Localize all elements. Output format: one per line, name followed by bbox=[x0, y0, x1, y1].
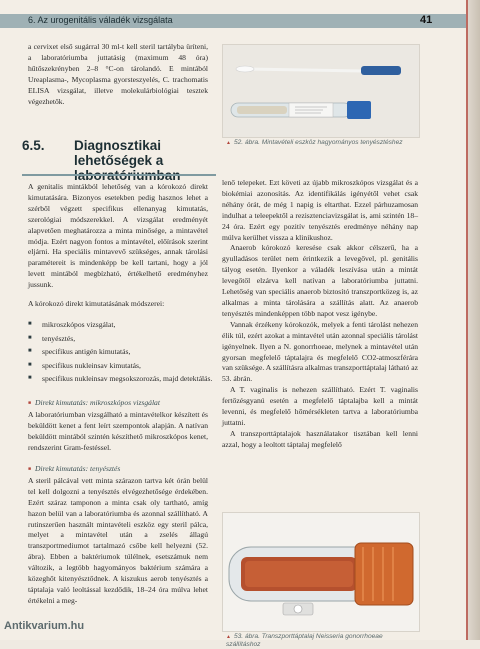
col2-paragraph-3: Vannak érzékeny kórokozók, melyek a fenti tárolást nehezen élik túl, ezért azokat a mintavétel után azonnal speciális tárolást igényelnek. Ilyen a N. gonorrhoeae, melynek a mintavétel után gyorsan megfelelő táptalajra és megfelelő CO2-atmoszférára van szüksége. A szállításra alkalmas transzporttáptalaj látható az 53. ábrán. bbox=[222, 319, 418, 384]
list-item: ■ specifikus nukleinsav kimutatás, bbox=[28, 359, 213, 373]
list-item: ■ specifikus nukleinsav megsokszorozás, majd detektálás. bbox=[28, 372, 213, 386]
header-section: 6. Az urogenitális váladék vizsgálata bbox=[28, 15, 173, 25]
col2-block bbox=[222, 178, 418, 451]
col1-sub1-block bbox=[28, 398, 208, 454]
figure-52-caption: ▲ 52. ábra. Mintavételi eszköz hagyományos tenyésztéshez bbox=[226, 139, 416, 147]
list-item: ■ specifikus antigén kimutatás, bbox=[28, 345, 213, 359]
transport-tube-illustration bbox=[223, 513, 419, 631]
col2-paragraph-4: A T. vaginalis is nehezen szállítható. Ezért T. vaginalis fertőzésgyanú esetén a megfelelő táptalajba kell a mintát levenni, és megfelelő hőmérsékleten tartva a laboratóriumba juttatni. bbox=[222, 385, 418, 427]
page-number: 41 bbox=[420, 14, 433, 26]
col2-paragraph-2: Anaerob kórokozó keresése csak akkor célszerű, ha a gyulladásos terület nem érintkezik a levegővel, pl. genitális tályog esetén. Ilyenkor a váladék leszívása után a mintát levegőtől elzárva kell natívan a laboratóriumba juttatni. Lehetőség van speciális anaerob biztosító transzportközeg is, az alkalmas a minta tárolására a szállítás alatt. Az anaerob tenyésztés mindenképpen több napot vesz igénybe. bbox=[222, 243, 418, 318]
list-item: ■ mikroszkópos vizsgálat, bbox=[28, 318, 213, 332]
section-title: Diagnosztikai lehetőségek a bbox=[74, 138, 164, 168]
col1-intro-block bbox=[28, 182, 208, 310]
figure-53-transport-medium-photo bbox=[222, 512, 420, 632]
col2-paragraph-5: A transzporttáptalajok használatakor tisztában kell lenni azzal, hogy a leoltott táptalaj megfelelő bbox=[222, 428, 418, 449]
methods-intro: A kórokozó direkt kimutatásának módszerei: bbox=[28, 299, 165, 309]
site-watermark: Antikvarium.hu bbox=[4, 620, 85, 632]
margin-line bbox=[466, 0, 468, 640]
col1-sub1-paragraph: A laboratóriumban vizsgálható a mintavételkor készített és beküldött kenet a fent leírt szempontok alapján. A natívan beküldött mintából szintén készíthető mikroszkópos kenet, rendszerint Gram-festéssel. bbox=[28, 409, 208, 452]
col2-paragraph-1: lenő telepeket. Ezt követi az újabb mikroszkópos vizsgálat és a biokémiai azonosítás. Az identifikálás igényétől vehet csak néhány órát, de még 1 napig is eltarthat. Ezzel párhuzamosan indulhat a teleepektől a rezisztenciavizsgálat is, ami szintén 18–24 óra. Ezért egy pozitív tenyésztés eredménye néhány nap múlva kerülhet vissza a klinikushoz. bbox=[222, 178, 418, 242]
methods-list bbox=[28, 318, 213, 386]
section-divider bbox=[22, 174, 216, 176]
figure-53-caption: ▲ 53. ábra. Transzporttáptalaj Neisseria gonorrhoeae szállításhoz bbox=[226, 633, 416, 649]
page-spine bbox=[466, 0, 480, 640]
col1-sub2-block bbox=[28, 464, 208, 607]
subheading-culture: ■ Direkt kimutatás: tenyésztés bbox=[28, 464, 208, 476]
swab-illustration bbox=[223, 45, 419, 137]
running-header bbox=[0, 14, 466, 28]
section-number: 6.5. bbox=[22, 138, 45, 153]
subheading-microscopy: ■ Direkt kimutatás: mikroszkópos vizsgálat bbox=[28, 398, 208, 410]
col1-top-paragraph: a cervixet első sugárral 30 ml-t kell steril tartályba üríteni, a laboratóriumba juttatásig (maximum 48 óra) hűtőszekrényben 2–8 °C-on tárolandó. E mintából Ureaplasma-, Mycoplasma gyorsteszyelés, C. trachomatis ELISA vizsgálat, illetve molekulárbiológiai tesztek végezhetők. bbox=[28, 42, 208, 106]
col1-top-block bbox=[28, 42, 208, 107]
list-item: ■ tenyésztés, bbox=[28, 332, 213, 346]
figure-52-swab-photo bbox=[222, 44, 420, 138]
col1-intro-paragraph: A genitalis mintákból lehetőség van a kórokozó direkt kimutatására. Bizonyos esetekben pedig hasznos lehet a szérből végzett specifikus ellenanyag kimutatás, szerológiai módszerekkel. A vizsgálat eredményét alapvetően meghatározza a minta minősége, a mintavétel módja. Ezért nagyon fontos a mintavétel, előírások szerint eljárni. Ha speciális mintavevő szükséges, annak tárolási paramétereit is mindenképp be kell tartani, hogy a jól levett mintából megbízható, értékelhető eredményhez jussunk. bbox=[28, 182, 208, 290]
col1-sub2-paragraph: A steril pálcával vett minta szárazon tartva két órán belül tel kell dolgozni a tenyésztés elvégezhetősége érdekében. Ezért száraz tamponon a minta csak oly tartható, amíg hazon belül van a laboratóriumba és azonnal szállítható. A rutinszerűen használt mintavételi eszköz egy steril pálca, melyet a mintavétel után a zselés állagú transzportmediumot tartalmazó csőbe kell helyezni (52. ábra). Ebben a baktériumok túlélnek, esetszámuk nem változik, a legtöbb hagyományos baktérium számára a közeghőt kitenyésztődnek. A kiszukus aerob tenyésztés a táptalaja való leoltással kezdődik, 18–24 óra múlva lehet értékelni a meg- bbox=[28, 475, 208, 605]
